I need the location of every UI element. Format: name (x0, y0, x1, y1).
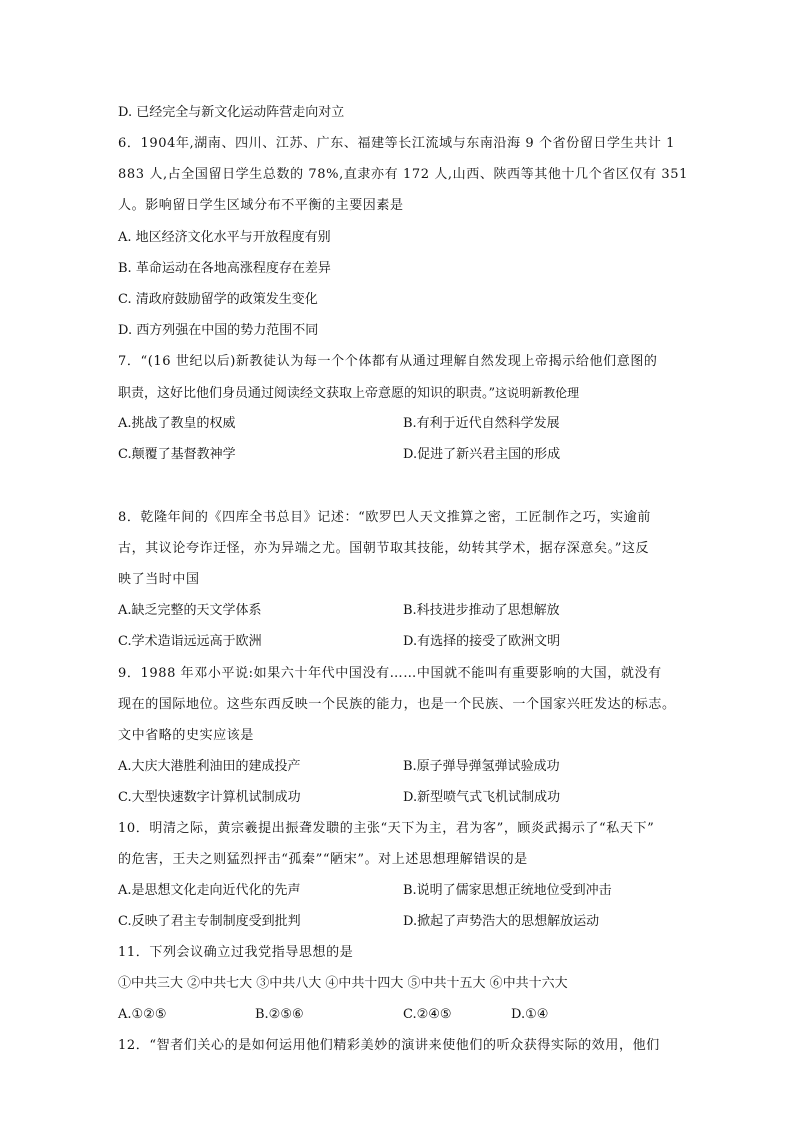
q9-option-c: C.大型快速数字计算机试制成功 (118, 790, 301, 805)
q10-stem-line-2: 的危害，王夫之则猛烈抨击“孤秦”“陋宋”。对上述思想理解错误的是 (118, 852, 528, 867)
q8-option-b: B.科技进步推动了思想解放 (403, 603, 560, 618)
q10-stem-line-1: 10．明清之际，黄宗羲提出振聋发聩的主张“天下为主，君为客”，顾炎武揭示了“私天下” (118, 821, 655, 836)
q9-stem-line-3: 文中省略的史实应该是 (118, 728, 255, 743)
q11-stem-line-2: ①中共三大 ②中共七大 ③中共八大 ④中共十四大 ⑤中共十五大 ⑥中共十六大 (118, 976, 568, 991)
q12-stem-line-1: 12．“智者们关心的是如何运用他们精彩美妙的演讲来使他们的听众获得实际的效用，他们 (118, 1038, 660, 1053)
q6-option-b: B. 革命运动在各地高涨程度存在差异 (118, 261, 331, 276)
q7-option-b: B.有利于近代自然科学发展 (403, 416, 560, 431)
q7-stem-line-1: 7．“(16 世纪以后)新教徒认为每一个个体都有从通过理解自然发现上帝揭示给他们意图的 (118, 354, 658, 369)
q7-option-d: D.促进了新兴君主国的形成 (403, 447, 561, 462)
q6-option-d: D. 西方列强在中国的势力范围不同 (118, 323, 319, 338)
q7-option-a: A.挑战了教皇的权威 (118, 416, 236, 431)
q11-option-d: D.①④ (511, 1007, 549, 1022)
q6-option-a: A. 地区经济文化水平与开放程度有别 (118, 230, 331, 245)
q6-option-c: C. 清政府鼓励留学的政策发生变化 (118, 292, 318, 307)
q5-option-d: D. 已经完全与新文化运动阵营走向对立 (118, 105, 345, 120)
q6-stem-line-3: 人。影响留日学生区域分布不平衡的主要因素是 (118, 198, 404, 213)
q8-option-a: A.缺乏完整的天文学体系 (118, 603, 262, 618)
q7-stem-line-2-tail: 这说明新教伦理 (495, 386, 580, 400)
q7-option-c: C.颠覆了基督教神学 (118, 447, 236, 462)
q11-option-b: B.②⑤⑥ (255, 1007, 304, 1022)
q11-option-a: A.①②⑤ (118, 1007, 167, 1022)
q11-option-c: C.②④⑤ (403, 1007, 452, 1022)
q9-option-b: B.原子弹导弹氢弹试验成功 (403, 759, 560, 774)
q8-stem-line-3: 映了当时中国 (118, 572, 200, 587)
q9-stem-line-2: 现在的国际地位。这些东西反映一个民族的能力，也是一个民族、一个国家兴旺发达的标志。 (118, 697, 676, 712)
q8-option-d: D.有选择的接受了欧洲文明 (403, 634, 561, 649)
q11-stem-line-1: 11．下列会议确立过我党指导思想的是 (118, 945, 354, 960)
q7-stem-line-2-main: 职责，这好比他们身员通过阅读经文获取上帝意愿的知识的职责。” (118, 386, 496, 401)
q9-option-a: A.大庆大港胜利油田的建成投产 (118, 759, 301, 774)
q7-stem-line-2 (118, 385, 579, 402)
q10-option-c: C.反映了君主专制制度受到批判 (118, 914, 301, 929)
q9-stem-line-1: 9．1988 年邓小平说:如果六十年代中国没有……中国就不能叫有重要影响的大国，就没有 (118, 666, 662, 681)
q6-stem-line-1: 6．1904年,湖南、四川、江苏、广东、福建等长江流域与东南沿海 9 个省份留日学生共计 1 (118, 136, 676, 151)
q10-option-a: A.是思想文化走向近代化的先声 (118, 883, 301, 898)
q9-option-d: D.新型喷气式飞机试制成功 (403, 790, 561, 805)
q8-stem-line-1: 8．乾隆年间的《四库全书总目》记述：“欧罗巴人天文推算之密，工匠制作之巧，实逾前 (118, 510, 651, 525)
q6-stem-line-2: 883 人,占全国留日学生总数的 78%,直隶亦有 172 人,山西、陕西等其他十几个省区仅有 351 (118, 167, 688, 182)
q8-stem-line-2: 古，其议论夸诈迂怪，亦为异端之尤。国朝节取其技能，幼转其学术，据存深意矣。”这反 (118, 541, 650, 556)
q10-option-b: B.说明了儒家思想正统地位受到冲击 (403, 883, 612, 898)
q8-option-c: C.学术造诣远远高于欧洲 (118, 634, 262, 649)
q10-option-d: D.掀起了声势浩大的思想解放运动 (403, 914, 600, 929)
